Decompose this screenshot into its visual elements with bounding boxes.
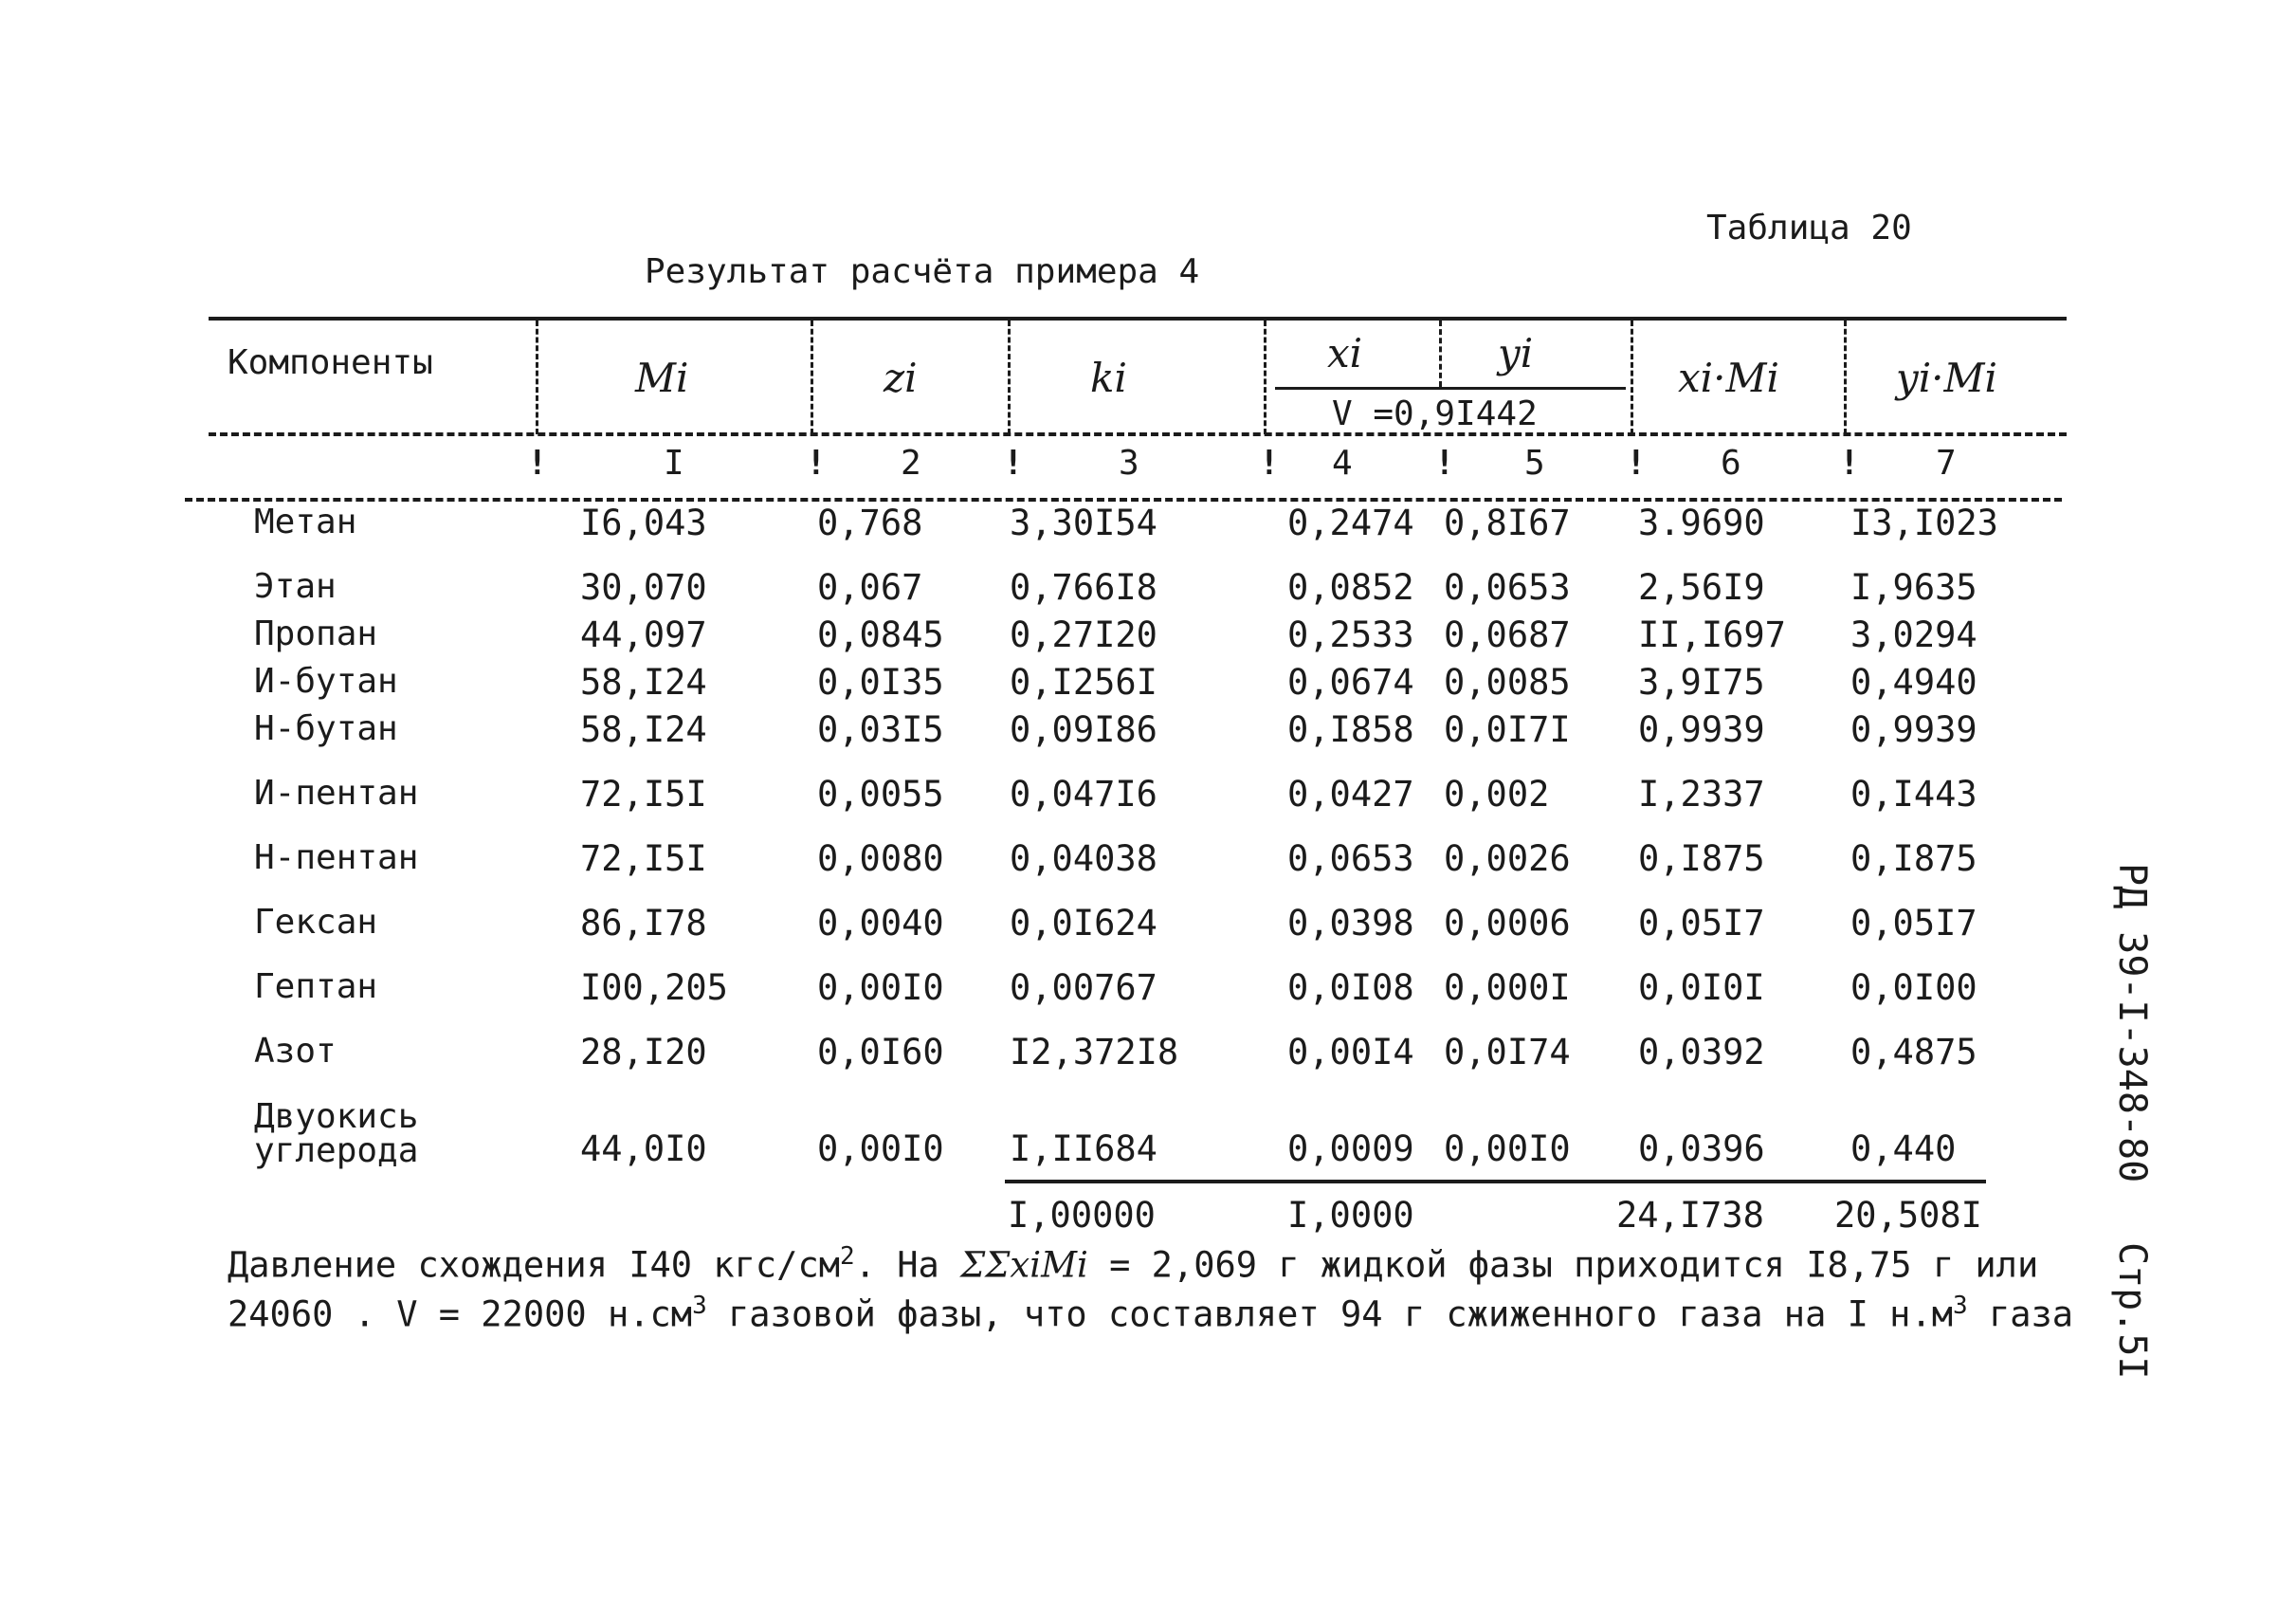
cell-x: 0,I858 xyxy=(1287,709,1414,750)
numbers-rule xyxy=(185,498,2062,502)
cell-M: I6,043 xyxy=(580,503,707,543)
cell-yM: 3,0294 xyxy=(1850,614,1977,655)
cell-xM: 0,05I7 xyxy=(1638,903,1765,944)
row-component-name: И-бутан xyxy=(254,662,398,701)
total-yM: 20,508I xyxy=(1834,1195,1982,1236)
row-component-name: Н-пентан xyxy=(254,838,419,877)
cell-xM: II,I697 xyxy=(1638,614,1786,655)
header-x: xi xyxy=(1327,330,1363,376)
cell-z: 0,0I35 xyxy=(817,662,944,703)
cell-k: 0,09I86 xyxy=(1010,709,1157,750)
cell-z: 0,00I0 xyxy=(817,1128,944,1169)
cell-M: 58,I24 xyxy=(580,709,707,750)
top-rule xyxy=(209,317,2067,321)
row-component-name: Н-бутан xyxy=(254,709,398,748)
cell-k: 0,00767 xyxy=(1010,967,1157,1008)
col-number-6: 6 xyxy=(1721,444,1741,483)
total-k: I,00000 xyxy=(1008,1195,1156,1236)
cell-x: 0,0674 xyxy=(1287,662,1414,703)
col-sep xyxy=(1439,321,1442,387)
excl-mark: ! xyxy=(1626,444,1647,483)
cell-y: 0,8I67 xyxy=(1444,503,1571,543)
header-k: ki xyxy=(1090,355,1127,401)
col-sep xyxy=(811,321,813,434)
cell-M: 86,I78 xyxy=(580,903,707,944)
col-sep xyxy=(536,321,538,434)
header-xM: xi·Mi xyxy=(1678,355,1779,401)
excl-mark: ! xyxy=(1839,444,1860,483)
cell-z: 0,0040 xyxy=(817,903,944,944)
cell-xM: I,2337 xyxy=(1638,774,1765,815)
cell-M: 28,I20 xyxy=(580,1032,707,1072)
footnote-line-2: 24060 . V = 22000 $н.см^3$ газовой фазы, что составляет 94 г сжиженного газа на I $н.м^3$ газа xyxy=(228,1292,2074,1335)
cell-z: 0,0055 xyxy=(817,774,944,815)
cell-k: I,II684 xyxy=(1010,1128,1157,1169)
total-xM: 24,I738 xyxy=(1616,1195,1764,1236)
cell-M: 44,0I0 xyxy=(580,1128,707,1169)
col-number-5: 5 xyxy=(1524,444,1545,483)
cell-z: 0,03I5 xyxy=(817,709,944,750)
cell-z: 0,768 xyxy=(817,503,923,543)
col-sep xyxy=(1008,321,1011,434)
excl-mark: ! xyxy=(1003,444,1024,483)
excl-mark: ! xyxy=(527,444,548,483)
cell-yM: 0,0I00 xyxy=(1850,967,1977,1008)
header-v: V =0,9I442 xyxy=(1332,394,1538,433)
col-sep xyxy=(1264,321,1266,434)
side-document-code: РД 39-I-348-80 xyxy=(2110,863,2154,1183)
header-z: zi xyxy=(884,355,918,401)
col-sep xyxy=(1844,321,1847,434)
excl-mark: ! xyxy=(1259,444,1280,483)
col-number-3: 3 xyxy=(1119,444,1139,483)
cell-M: 72,I5I xyxy=(580,838,707,879)
cell-y: 0,00I0 xyxy=(1444,1128,1571,1169)
cell-k: 0,I256I xyxy=(1010,662,1157,703)
cell-yM: I,9635 xyxy=(1850,567,1977,608)
cell-k: 0,047I6 xyxy=(1010,774,1157,815)
cell-y: 0,0I7I xyxy=(1444,709,1571,750)
cell-yM: 0,9939 xyxy=(1850,709,1977,750)
cell-xM: 2,56I9 xyxy=(1638,567,1765,608)
side-page-number: Стр.5I xyxy=(2110,1242,2154,1380)
cell-M: 58,I24 xyxy=(580,662,707,703)
totals-rule xyxy=(1005,1180,1986,1183)
cell-y: 0,0006 xyxy=(1444,903,1571,944)
excl-mark: ! xyxy=(1434,444,1455,483)
cell-M: 30,070 xyxy=(580,567,707,608)
row-component-name: Этан xyxy=(254,567,337,606)
cell-x: 0,0009 xyxy=(1287,1128,1414,1169)
cell-yM: 0,4940 xyxy=(1850,662,1977,703)
table-number: Таблица 20 xyxy=(1706,209,1912,247)
cell-yM: 0,440 xyxy=(1850,1128,1957,1169)
cell-yM: I3,I023 xyxy=(1850,503,1998,543)
header-M: Mi xyxy=(635,355,689,401)
header-y: yi xyxy=(1498,330,1534,376)
col-number-4: 4 xyxy=(1332,444,1353,483)
cell-y: 0,0I74 xyxy=(1444,1032,1571,1072)
cell-z: 0,0I60 xyxy=(817,1032,944,1072)
cell-x: 0,0653 xyxy=(1287,838,1414,879)
cell-x: 0,2533 xyxy=(1287,614,1414,655)
footnote-line-1: Давление схождения I40 кгс/$см^2$. На ΣΣxiMi = 2,069 г жидкой фазы приходится I8,75 г или xyxy=(228,1242,2039,1286)
table-title: Результат расчёта примера 4 xyxy=(645,252,1200,291)
cell-xM: 3,9I75 xyxy=(1638,662,1765,703)
row-component-name: Азот xyxy=(254,1032,337,1071)
col-number-7: 7 xyxy=(1936,444,1957,483)
cell-k: 0,27I20 xyxy=(1010,614,1157,655)
col-number-1: I xyxy=(664,444,684,483)
cell-z: 0,00I0 xyxy=(817,967,944,1008)
cell-z: 0,0845 xyxy=(817,614,944,655)
excl-mark: ! xyxy=(806,444,827,483)
row-component-name: Пропан xyxy=(254,614,378,653)
col-sep xyxy=(1631,321,1633,434)
cell-y: 0,0026 xyxy=(1444,838,1571,879)
cell-k: 0,766I8 xyxy=(1010,567,1157,608)
cell-x: 0,00I4 xyxy=(1287,1032,1414,1072)
cell-y: 0,0085 xyxy=(1444,662,1571,703)
cell-k: 0,04038 xyxy=(1010,838,1157,879)
cell-x: 0,2474 xyxy=(1287,503,1414,543)
header-components: Компоненты xyxy=(228,343,433,382)
cell-x: 0,0427 xyxy=(1287,774,1414,815)
col-number-2: 2 xyxy=(901,444,921,483)
cell-xM: 0,0396 xyxy=(1638,1128,1765,1169)
row-component-name: Метан xyxy=(254,503,357,541)
cell-xM: 3.9690 xyxy=(1638,503,1765,543)
cell-M: 72,I5I xyxy=(580,774,707,815)
cell-x: 0,0852 xyxy=(1287,567,1414,608)
cell-M: I00,205 xyxy=(580,967,728,1008)
row-component-name: Двуокись углерода xyxy=(254,1097,419,1170)
header-rule xyxy=(209,432,2067,436)
cell-M: 44,097 xyxy=(580,614,707,655)
cell-xM: 0,0392 xyxy=(1638,1032,1765,1072)
cell-x: 0,0I08 xyxy=(1287,967,1414,1008)
cell-z: 0,067 xyxy=(817,567,923,608)
cell-z: 0,0080 xyxy=(817,838,944,879)
cell-yM: 0,I443 xyxy=(1850,774,1977,815)
cell-x: 0,0398 xyxy=(1287,903,1414,944)
cell-k: I2,372I8 xyxy=(1010,1032,1179,1072)
row-component-name: Гептан xyxy=(254,967,378,1006)
cell-yM: 0,05I7 xyxy=(1850,903,1977,944)
cell-k: 3,30I54 xyxy=(1010,503,1157,543)
cell-xM: 0,I875 xyxy=(1638,838,1765,879)
header-yM: yi·Mi xyxy=(1896,355,1997,401)
cell-yM: 0,I875 xyxy=(1850,838,1977,879)
cell-y: 0,0653 xyxy=(1444,567,1571,608)
cell-k: 0,0I624 xyxy=(1010,903,1157,944)
cell-y: 0,002 xyxy=(1444,774,1550,815)
cell-y: 0,000I xyxy=(1444,967,1571,1008)
cell-yM: 0,4875 xyxy=(1850,1032,1977,1072)
cell-xM: 0,0I0I xyxy=(1638,967,1765,1008)
v-rule xyxy=(1275,387,1626,390)
cell-y: 0,0687 xyxy=(1444,614,1571,655)
row-component-name: И-пентан xyxy=(254,774,419,813)
row-component-name: Гексан xyxy=(254,903,378,942)
total-x: I,0000 xyxy=(1287,1195,1414,1236)
cell-xM: 0,9939 xyxy=(1638,709,1765,750)
